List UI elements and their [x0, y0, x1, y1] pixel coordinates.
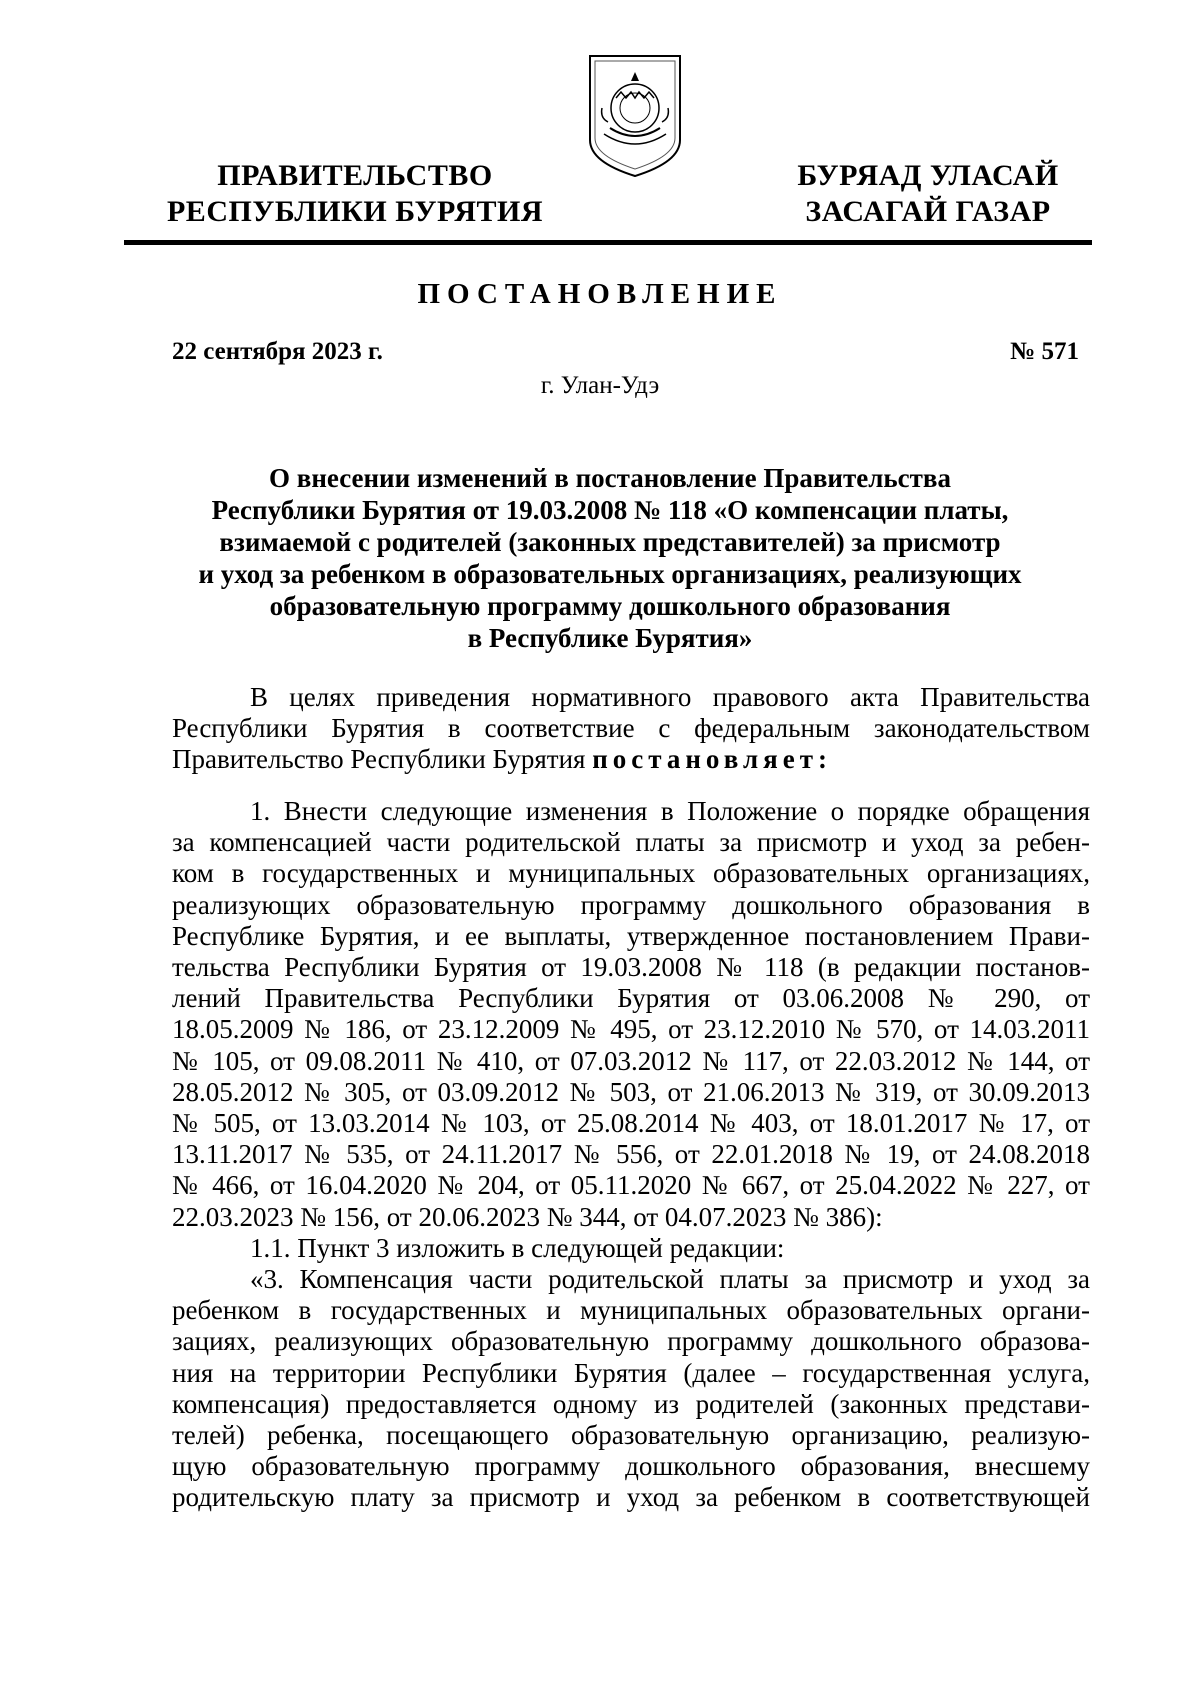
intro-paragraph — [172, 682, 1090, 776]
title-line: Республики Бурятия от 19.03.2008 № 118 «О компенсации платы, — [211, 495, 1009, 525]
title-line: в Республике Бурятия» — [467, 623, 753, 653]
body-line: зациях, реализующих образовательную программу дошкольного образова- — [172, 1326, 1090, 1357]
coat-of-arms-icon — [586, 52, 684, 178]
government-name-buryat — [738, 158, 1118, 230]
body-line: родительскую плату за присмотр и уход за ребенком в соответствующей — [172, 1482, 1090, 1513]
header-left-line-1: ПРАВИТЕЛЬСТВО — [217, 159, 493, 192]
body-line: компенсация) предоставляется одному из родителей (законных представи- — [172, 1388, 1090, 1419]
title-line: взимаемой с родителей (законных представителей) за присмотр — [219, 527, 1001, 557]
decree-date: 22 сентября 2023 г. — [172, 338, 383, 365]
body-line: лений Правительства Республики Бурятия от 03.06.2008 № 290, от — [172, 983, 1090, 1014]
body-line: Республике Бурятия, и ее выплаты, утвержденное постановлением Прави- — [172, 920, 1090, 951]
body-line: 22.03.2023 № 156, от 20.06.2023 № 344, от 04.07.2023 № 386): — [172, 1201, 883, 1232]
intro-line: В целях приведения нормативного правового акта Правительства — [250, 682, 1090, 712]
body-line: № 105, от 09.08.2011 № 410, от 07.03.2012 № 117, от 22.03.2012 № 144, от — [172, 1045, 1090, 1076]
body-line: ребенком в государственных и муниципальных образовательных органи- — [172, 1295, 1090, 1326]
decree-city: г. Улан-Удэ — [540, 372, 660, 399]
header-left-line-2: РЕСПУБЛИКИ БУРЯТИЯ — [166, 195, 544, 228]
body-line: «3. Компенсация части родительской платы за присмотр и уход за — [250, 1264, 1090, 1295]
body-line: ком в государственных и муниципальных образовательных организациях, — [172, 858, 1090, 889]
body-line: щую образовательную программу дошкольного образования, внесшему — [172, 1451, 1090, 1482]
title-line: О внесении изменений в постановление Правительства — [269, 463, 951, 493]
body-line: ния на территории Республики Бурятия (далее – государственная услуга, — [172, 1357, 1090, 1388]
body-line: за компенсацией части родительской платы за присмотр и уход за ребен- — [172, 827, 1090, 858]
body-line: 1.1. Пункт 3 изложить в следующей редакции: — [250, 1232, 785, 1263]
body-line: 13.11.2017 № 535, от 24.11.2017 № 556, от 22.01.2018 № 19, от 24.08.2018 — [172, 1139, 1090, 1170]
body-line: телей) ребенка, посещающего образовательную организацию, реализую- — [172, 1420, 1090, 1451]
decree-body — [172, 796, 1090, 1514]
header-right-line-2: ЗАСАГАЙ ГАЗАР — [805, 195, 1051, 228]
decree-number: № 571 — [1010, 338, 1079, 365]
government-name-russian — [165, 158, 545, 230]
intro-last-text: Правительство Республики Бурятия — [172, 744, 593, 775]
decree-title — [150, 462, 1070, 654]
body-line: 28.05.2012 № 305, от 03.09.2012 № 503, от 21.06.2013 № 319, от 30.09.2013 — [172, 1076, 1090, 1107]
decree-type: ПОСТАНОВЛЕНИЕ — [417, 278, 783, 310]
intro-line — [172, 744, 1090, 775]
body-line: № 505, от 13.03.2014 № 103, от 25.08.2014 № 403, от 18.01.2017 № 17, от — [172, 1108, 1090, 1139]
intro-line: Республики Бурятия в соответствие с федеральным законодательством — [172, 713, 1090, 744]
header-divider — [124, 240, 1092, 245]
title-line: и уход за ребенком в образовательных организациях, реализующих — [198, 559, 1022, 589]
body-line: 18.05.2009 № 186, от 23.12.2009 № 495, от 23.12.2010 № 570, от 14.03.2011 — [172, 1014, 1090, 1045]
body-line: 1. Внести следующие изменения в Положение о порядке обращения — [250, 796, 1090, 826]
title-line: образовательную программу дошкольного образования — [269, 591, 951, 621]
body-line: тельства Республики Бурятия от 19.03.2008 № 118 (в редакции постанов- — [172, 952, 1090, 983]
body-line: реализующих образовательную программу дошкольного образования в — [172, 889, 1090, 920]
resolves-word: постановляет: — [592, 744, 832, 775]
body-line: № 466, от 16.04.2020 № 204, от 05.11.2020 № 667, от 25.04.2022 № 227, от — [172, 1170, 1090, 1201]
header-right-line-1: БУРЯАД УЛАСАЙ — [797, 159, 1059, 192]
